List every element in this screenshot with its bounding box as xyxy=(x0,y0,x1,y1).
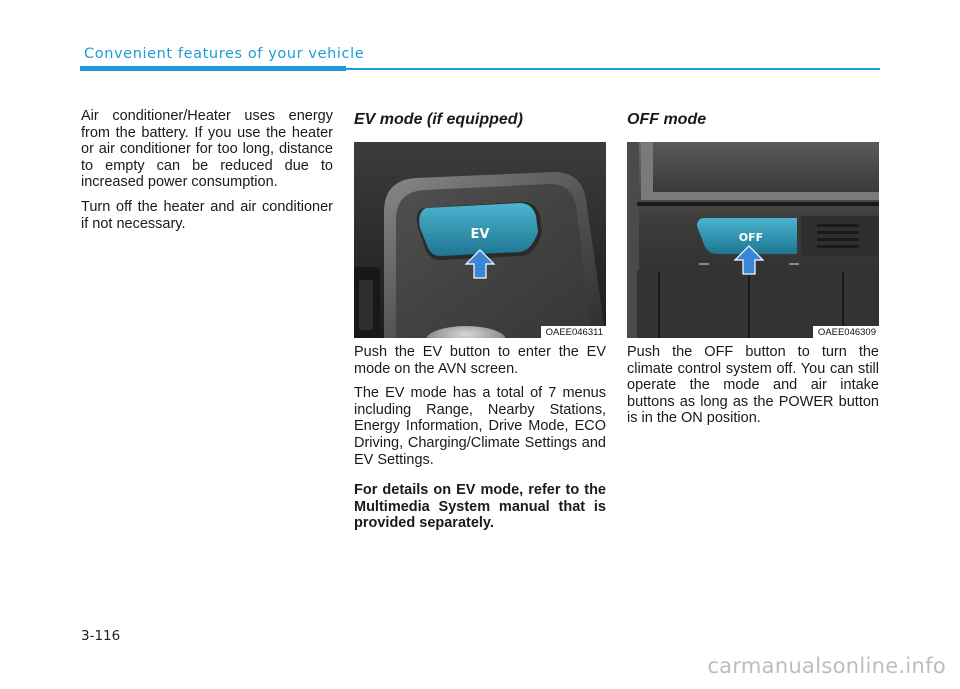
paragraph-battery-energy: Air conditioner/Heater uses energy from the battery. If you use the heater or air conditioner for too long, distance to empty can be reduced due to increased power consumption. xyxy=(81,108,333,191)
paragraph-off-push: Push the OFF button to turn the climate control system off. You can still operate the mode and air intake buttons as long as the POWER button is in the ON position. xyxy=(627,344,879,427)
column-off-mode xyxy=(627,108,879,435)
header-rule-thin xyxy=(346,68,880,70)
figure-code: OAEE046309 xyxy=(813,326,879,338)
off-button-illustration xyxy=(627,142,879,338)
ev-button-label: EV xyxy=(470,227,490,242)
paragraph-ev-menus: The EV mode has a total of 7 menus including Range, Nearby Stations, Energy Information, Drive Mode, ECO Driving, Charging/Climate Settings and EV Settings. xyxy=(354,385,606,468)
paragraph-ev-details: For details on EV mode, refer to the Multimedia System manual that is provided separately. xyxy=(354,482,606,532)
heading-off-mode: OFF mode xyxy=(627,111,707,128)
off-button-label: OFF xyxy=(738,231,764,244)
heading-ev-mode: EV mode (if equipped) xyxy=(354,111,523,128)
header-rule-thick xyxy=(80,66,346,71)
figure-ev-button xyxy=(354,142,606,338)
figure-code: OAEE046311 xyxy=(541,326,606,338)
ev-button-illustration xyxy=(354,142,606,338)
watermark: carmanualsonline.info xyxy=(707,654,946,678)
paragraph-ev-push: Push the EV button to enter the EV mode on the AVN screen. xyxy=(354,344,606,377)
paragraph-turn-off: Turn off the heater and air conditioner if not necessary. xyxy=(81,198,333,232)
section-title: Convenient features of your vehicle xyxy=(84,46,365,62)
column-1 xyxy=(81,108,333,240)
page-number: 3-116 xyxy=(81,628,121,644)
column-ev-mode xyxy=(354,108,606,540)
display-screen xyxy=(653,142,879,192)
figure-off-button xyxy=(627,142,879,338)
